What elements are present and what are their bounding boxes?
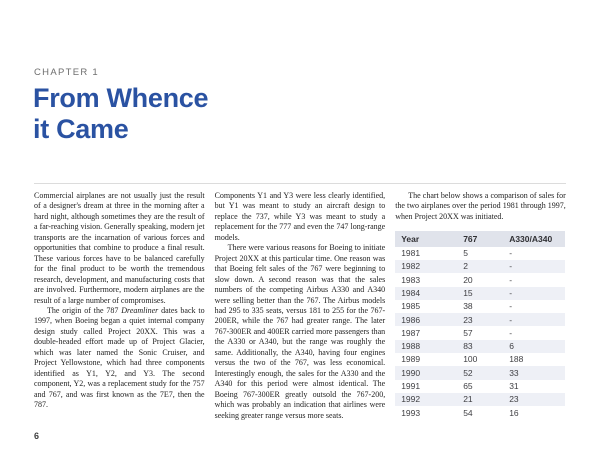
b767-cell: 65 [463,380,473,391]
a330-cell: - [509,314,513,325]
a330-cell: 31 [509,380,519,391]
paragraph-origin [34,306,205,411]
text-column-1 [34,191,205,421]
table-row [395,273,565,286]
b767-cell: 38 [463,301,473,312]
a330-cell: 33 [509,367,519,378]
table-row [395,366,565,379]
paragraph-origin-pre: The origin of the 787 [47,305,122,315]
sales-table-body [395,247,565,420]
table-row [395,340,565,353]
year-cell: 1993 [401,407,421,418]
b767-cell: 5 [463,248,468,259]
year-cell: 1981 [401,248,421,259]
a330-cell: - [509,274,513,285]
b767-cell: 21 [463,394,473,405]
table-row [395,326,565,339]
year-cell: 1989 [401,354,421,365]
text-column-2 [215,191,386,421]
page-title [33,83,208,145]
table-row [395,300,565,313]
table-row [395,406,565,419]
sales-table-header [395,231,565,246]
a330-cell: - [509,327,513,338]
year-cell: 1985 [401,301,421,312]
text-column-3 [395,191,566,421]
year-cell: 1991 [401,380,421,391]
a330-cell: - [509,261,513,272]
b767-cell: 100 [463,354,478,365]
b767-cell: 23 [463,314,473,325]
table-header-row [395,231,565,246]
a330-cell: 16 [509,407,519,418]
year-column-header: Year [395,231,457,246]
b767-cell: 83 [463,341,473,352]
b767-cell: 2 [463,261,468,272]
b767-cell: 15 [463,287,473,298]
table-row [395,260,565,273]
year-cell: 1983 [401,274,421,285]
year-cell: 1986 [401,314,421,325]
paragraph-components: Components Y1 and Y3 were less clearly identified, but Y1 was meant to study an aircraft design to replace the 737, while Y3 was meant to study a replacement for the 777 and even the 747 long-range models. [214,191,386,242]
page-number: 6 [34,431,40,441]
table-row [395,247,565,260]
b767-cell: 57 [463,327,473,338]
a330-cell: - [509,248,513,259]
year-cell: 1987 [401,327,421,338]
chapter-label: CHAPTER 1 [34,67,100,78]
b767-cell: 52 [463,367,473,378]
table-row [395,287,565,300]
sales-comparison-table [395,231,565,419]
year-cell: 1984 [401,287,421,298]
a330-cell: 6 [509,341,514,352]
b767-cell: 54 [463,407,473,418]
table-row [395,353,565,366]
paragraph-intro: Commercial airplanes are not usually just the result of a designer's dream at three in the morning after a hard night, although sometimes they are the result of a far-reaching vision. Generally speaking, modern jet transports are the incarnation of various forces and opportunities that combine to produce a final result. These various forces have to be balanced carefully for the final product to be worth the tremendous research, development, and manufacturing costs that are involved. Furthermore, modern airplanes are the result of a large number of compromises. [34,191,205,305]
b767-cell: 20 [463,274,473,285]
a330-cell: 188 [509,354,524,365]
table-row [395,313,565,326]
dreamliner-italic: Dreamliner [121,305,159,315]
a330-cell: 23 [509,394,519,405]
a330-cell: - [509,301,513,312]
b767-column-header: 767 [457,231,503,246]
page-title-line1: From Whence [33,83,209,113]
text-columns [34,191,566,421]
paragraph-origin-post: dates back to 1997, when Boeing began a quiet internal company design study called Project 20XX. This was a double-headed effort made up of Project Glacier, which was later named the Sonic Cruiser, and Project Yellowstone, which had three components identified as Y1, Y2, and Y3. The second component, Y2, was a replacement study for the 757 and 767, and was first known as the 7E7, then the 787. [34,305,205,410]
paragraph-reasons: There were various reasons for Boeing to initiate Project 20XX at this particular time. One reason was that Boeing felt sales of the 767 were beginning to slow down. A second reason was that the sales numbers of the competing Airbus A330 and A340 were selling better than the 767. The Airbus models had 295 to 335 seats, versus 181 to 255 for the 767-200ER, while the 767 had greater range. The later 767-300ER and 400ER carried more passengers than the A330 or A340, but the range was roughly the same. Additionally, the A340, having four engines versus the two of the 767, was less economical. Interestingly enough, the sales for the A330 and the A340 for this period were almost identical. The Boeing 767-300ER greatly outsold the 767-200, which was probably an indication that airlines were seeking greater range versus more seats. [214,243,386,420]
paragraph-chart-intro: The chart below shows a comparison of sales for the two airplanes over the period 1981 through 1997, when Project 20XX was initiated. [395,191,566,221]
year-cell: 1982 [401,261,421,272]
a330-cell: - [509,287,513,298]
divider-rule [34,183,566,184]
year-cell: 1988 [401,341,421,352]
page-title-line2: it Came [33,114,129,144]
a330-column-header: A330/A340 [503,231,565,246]
year-cell: 1992 [401,394,421,405]
table-row [395,380,565,393]
year-cell: 1990 [401,367,421,378]
table-row [395,393,565,406]
